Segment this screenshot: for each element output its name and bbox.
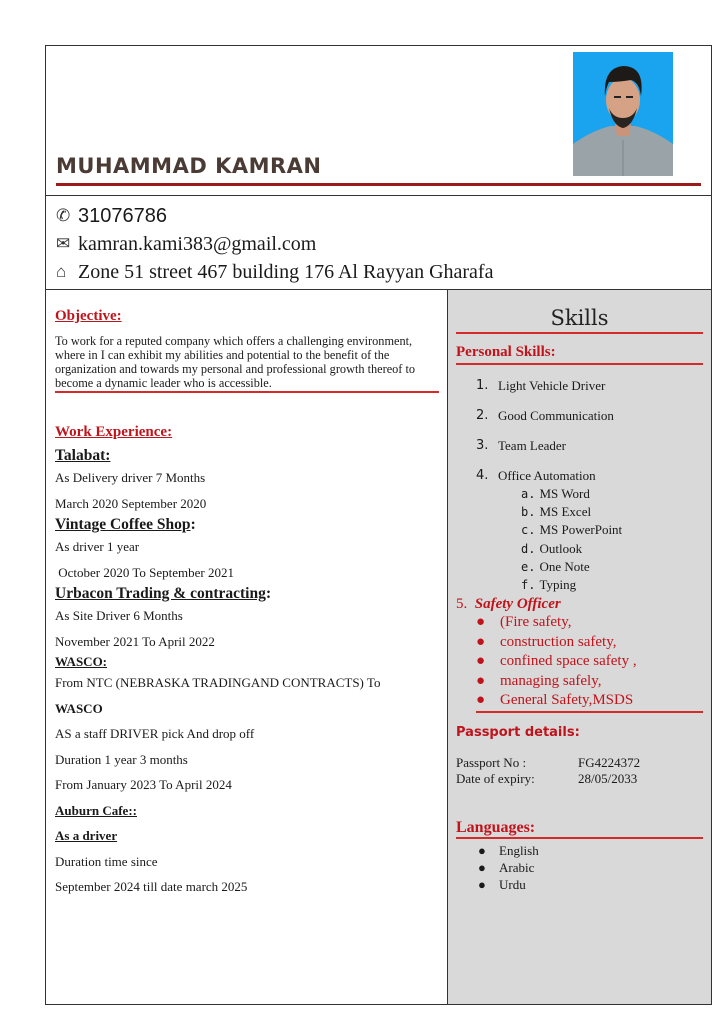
safety-item-label: managing safely, (500, 672, 602, 689)
safety-item-label: (Fire safety, (500, 614, 572, 631)
bullet-icon: ● (478, 859, 486, 875)
passport-details (456, 755, 703, 787)
office-skill-label: MS PowerPoint (539, 522, 623, 538)
skill-label: Office Automation (498, 468, 596, 483)
safety-item-label: General Safety,MSDS (500, 692, 634, 709)
job-detail: As driver 1 year (55, 539, 140, 554)
skill-number: 4. (476, 468, 489, 483)
address-row (56, 258, 711, 286)
bullet-icon: ● (476, 614, 486, 631)
bullet-icon: ● (476, 633, 486, 650)
skill-number: 1. (476, 378, 489, 393)
office-skill-item (521, 576, 703, 594)
skills-heading: Skills (456, 306, 703, 334)
safety-item-label: construction safety, (500, 633, 617, 650)
passport-number-row (456, 755, 703, 771)
job-dates: October 2020 To September 2021 (55, 564, 235, 580)
safety-item (476, 652, 703, 672)
safety-item (476, 691, 703, 711)
bullet-icon: ● (478, 876, 486, 892)
office-skill-label: One Note (539, 558, 590, 574)
portrait-image (573, 52, 673, 176)
skill-item (476, 371, 703, 401)
job-role-auburn: As a driver (55, 828, 118, 843)
safety-divider (476, 711, 703, 713)
personal-skills-list (456, 371, 703, 491)
phone-number[interactable]: 31076786 (78, 204, 167, 227)
job-title-urbacon-row (55, 585, 439, 603)
job-detail: WASCO (55, 700, 103, 716)
email-address[interactable]: kamran.kami383@gmail.com (78, 232, 317, 255)
job-title-suffix: : (265, 585, 272, 602)
job-detail: AS a staff DRIVER pick And drop off (55, 726, 255, 741)
office-skill-letter: d. (521, 541, 536, 556)
language-label: Arabic (499, 859, 535, 875)
name-divider (56, 183, 701, 186)
job-title-suffix: : (190, 516, 196, 533)
house-icon: ⌂ (56, 262, 67, 281)
office-skill-label: MS Word (539, 486, 590, 501)
job-detail: From NTC (NEBRASKA TRADINGAND CONTRACTS) To (55, 675, 381, 690)
safety-title: Safety Officer (474, 596, 561, 613)
profile-photo (573, 52, 673, 176)
passport-expiry-label: Date of expiry: (456, 770, 535, 786)
office-skill-item (521, 558, 703, 576)
skill-item (476, 401, 703, 431)
safety-item-label: confined space safety , (500, 653, 637, 670)
office-skill-letter: a. (521, 487, 536, 501)
job-detail: As Delivery driver 7 Months (55, 470, 206, 485)
office-skills-list (521, 485, 703, 594)
bullet-icon: ● (476, 672, 486, 689)
main-column (46, 290, 448, 1004)
office-skill-label: Typing (539, 576, 577, 592)
language-label: Urdu (499, 876, 526, 892)
skills-sidebar (448, 290, 711, 1004)
job-dates: September 2024 till date march 2025 (55, 879, 248, 894)
safety-officer-heading (456, 596, 703, 613)
skill-number: 2. (476, 408, 489, 423)
language-label: English (499, 842, 539, 858)
candidate-name: MUHAMMAD KAMRAN (56, 154, 322, 178)
job-title-vintage: Vintage Coffee Shop (55, 516, 191, 533)
skill-item (476, 431, 703, 461)
language-item (478, 859, 703, 876)
office-skill-letter: c. (521, 523, 536, 538)
safety-list (456, 613, 703, 711)
job-title-urbacon: Urbacon Trading & contracting (55, 585, 266, 602)
safety-number: 5. (456, 596, 468, 613)
passport-heading: Passport details: (456, 724, 580, 740)
office-skill-item (521, 521, 703, 539)
skill-label: Good Communication (498, 408, 614, 423)
email-row (56, 230, 711, 258)
language-item (478, 876, 703, 893)
phone-row (56, 202, 711, 230)
bullet-icon: ● (476, 692, 486, 709)
job-title-auburn: Auburn Cafe:: (55, 802, 137, 818)
job-title-vintage-row (55, 516, 439, 534)
resume-header (46, 46, 711, 196)
job-dates: From January 2023 To April 2024 (55, 777, 232, 792)
phone-icon: ✆ (56, 206, 71, 225)
job-duration: Duration 1 year 3 months (55, 751, 188, 767)
languages-list (478, 842, 703, 893)
contact-section (46, 196, 711, 290)
job-title-talabat: Talabat: (55, 447, 111, 464)
job-dates: March 2020 September 2020 (55, 495, 207, 511)
language-item (478, 842, 703, 859)
envelope-icon: ✉ (56, 234, 71, 253)
office-skill-label: Outlook (539, 540, 583, 556)
passport-expiry-row (456, 771, 703, 787)
skill-number: 3. (476, 438, 489, 453)
office-skill-item (521, 503, 703, 521)
safety-item (476, 672, 703, 692)
personal-skills-heading: Personal Skills: (456, 334, 703, 365)
job-duration: Duration time since (55, 853, 158, 869)
bullet-icon: ● (478, 842, 486, 858)
resume-page (45, 45, 712, 1005)
job-detail: As Site Driver 6 Months (55, 608, 183, 623)
passport-number: FG4224372 (578, 754, 641, 770)
safety-item (476, 613, 703, 633)
safety-item (476, 633, 703, 653)
objective-text: To work for a reputed company which offers a challenging environment, where in I can exhibit my abilities and potential to the benefit of the organization and towards my personal and professional growth thereof to become a dynamic leader who is accessible. (55, 334, 439, 393)
objective-heading: Objective: (55, 308, 122, 324)
address: Zone 51 street 467 building 176 Al Rayyan Gharafa (78, 260, 494, 283)
office-skill-letter: f. (521, 577, 536, 592)
passport-expiry: 28/05/2033 (578, 770, 638, 786)
office-skill-item (521, 485, 703, 503)
office-skill-letter: e. (521, 559, 536, 574)
office-skill-label: MS Excel (539, 504, 592, 520)
skill-label: Team Leader (498, 438, 567, 453)
work-experience-heading: Work Experience: (55, 424, 173, 440)
job-title-wasco: WASCO: (55, 654, 108, 669)
job-dates: November 2021 To April 2022 (55, 633, 215, 649)
office-skill-item (521, 540, 703, 558)
bullet-icon: ● (476, 653, 486, 670)
languages-heading: Languages: (456, 819, 703, 839)
skill-label: Light Vehicle Driver (498, 378, 606, 393)
passport-number-label: Passport No : (456, 754, 527, 770)
office-skill-letter: b. (521, 505, 536, 520)
